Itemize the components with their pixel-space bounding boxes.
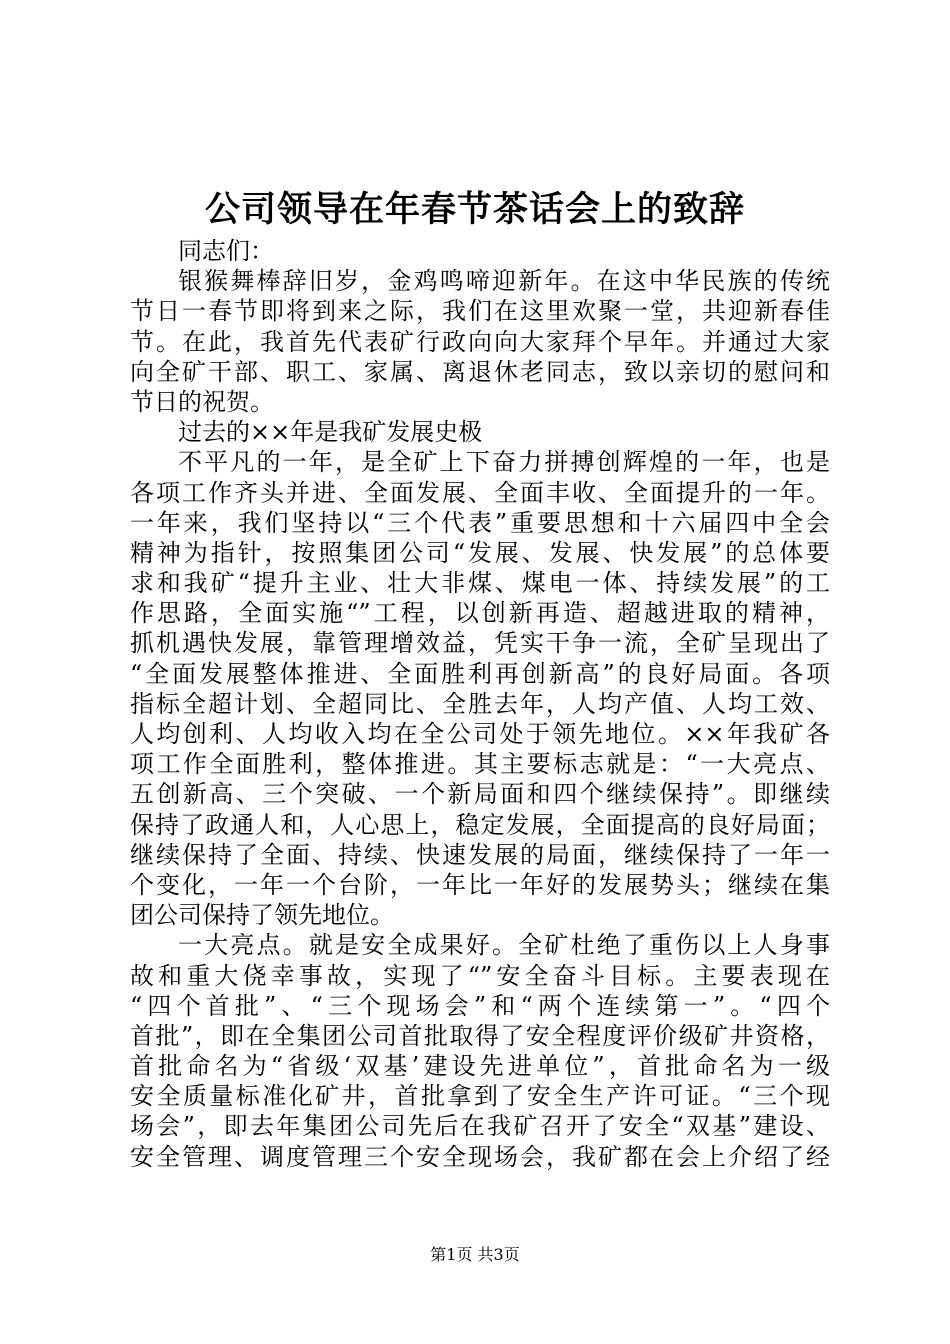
text-line: 故和重大侥幸事故，实现了“”安全奋斗目标。主要表现在 (130, 961, 830, 990)
text-line: 向全矿干部、职工、家属、离退休老同志，致以亲切的慰问和 (130, 357, 830, 386)
text-line: 首批命名为“省级‘双基’建设先进单位”，首批命名为一级 (130, 1052, 830, 1081)
text-line: 指标全超计划、全超同比、全胜去年，人均产值、人均工效、 (130, 689, 830, 718)
text-line: 五创新高、三个突破、一个新局面和四个继续保持”。即继续 (130, 780, 830, 809)
text-line: 抓机遇快发展，靠管理增效益，凭实干争一流，全矿呈现出了 (130, 629, 830, 658)
text-line: 首批”，即在全集团公司首批取得了安全程度评价级矿井资格， (130, 1021, 830, 1050)
text-line: 安全质量标准化矿井，首批拿到了安全生产许可证。“三个现 (130, 1082, 830, 1111)
text-line: “四个首批”、“三个现场会”和“两个连续第一”。“四个 (130, 991, 830, 1020)
text-line: 节。在此，我首先代表矿行政向向大家拜个早年。并通过大家 (130, 327, 830, 356)
text-line: 个变化，一年一个台阶，一年比一年好的发展势头；继续在集 (130, 870, 830, 899)
page-footer: 第1页 共3页 (430, 1245, 520, 1264)
text-line: 一大亮点。就是安全成果好。全矿杜绝了重伤以上人身事 (178, 931, 830, 960)
document-body (130, 236, 830, 1172)
text-line: “全面发展整体推进、全面胜利再创新高”的良好局面。各项 (130, 659, 830, 688)
text-line: 场会”，即去年集团公司先后在我矿召开了安全“双基”建设、 (130, 1112, 830, 1141)
text-line: 安全管理、调度管理三个安全现场会，我矿都在会上介绍了经 (130, 1142, 830, 1171)
text-line: 继续保持了全面、持续、快速发展的局面，继续保持了一年一 (130, 840, 830, 869)
text-line: 人均创利、人均收入均在全公司处于领先地位。××年我矿各 (130, 720, 830, 748)
text-line: 作思路，全面实施“”工程，以创新再造、超越进取的精神， (130, 599, 830, 628)
text-line: 节日的祝贺。 (130, 387, 274, 416)
text-line: 同志们： (178, 237, 274, 265)
document-title: 公司领导在年春节茶话会上的致辞 (204, 189, 745, 230)
text-line: 项工作全面胜利，整体推进。其主要标志就是：“一大亮点、 (130, 750, 830, 779)
text-line: 不平凡的一年，是全矿上下奋力拼搏创辉煌的一年，也是 (178, 448, 830, 477)
text-line: 团公司保持了领先地位。 (130, 901, 394, 930)
text-line: 精神为指针，按照集团公司“发展、发展、快发展”的总体要 (130, 538, 830, 567)
text-line: 银猴舞棒辞旧岁，金鸡鸣啼迎新年。在这中华民族的传统 (178, 267, 830, 296)
text-line: 过去的××年是我矿发展史极 (178, 418, 483, 447)
text-line: 一年来，我们坚持以“三个代表”重要思想和十六届四中全会 (130, 508, 830, 537)
text-line: 各项工作齐头并进、全面发展、全面丰收、全面提升的一年。 (130, 478, 830, 507)
text-line: 求和我矿“提升主业、壮大非煤、煤电一体、持续发展”的工 (130, 569, 830, 598)
text-line: 节日一春节即将到来之际，我们在这里欢聚一堂，共迎新春佳 (130, 297, 830, 326)
text-line: 保持了政通人和，人心思上，稳定发展，全面提高的良好局面； (130, 810, 830, 839)
